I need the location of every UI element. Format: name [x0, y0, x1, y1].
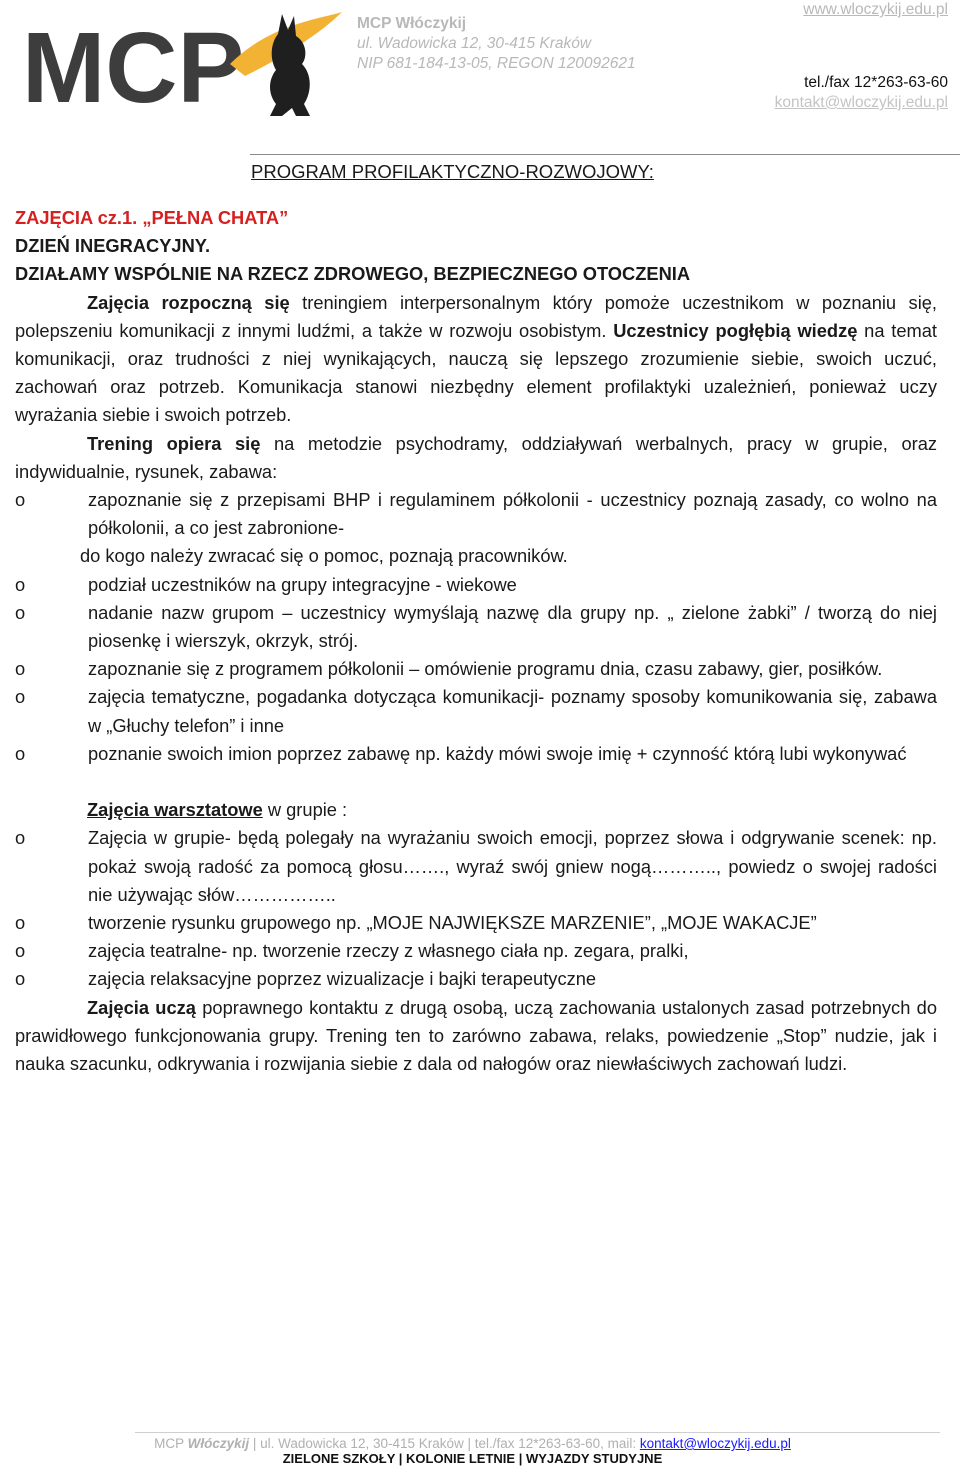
bullet-icon: o: [15, 742, 26, 764]
list-item-text: zajęcia tematyczne, pogadanka dotycząca komunikacji- poznamy sposoby komunikowania się, zabawa w „Głuchy telefon” i inne: [88, 686, 937, 736]
intro-paragraph: [15, 289, 937, 430]
day-title: DZIEŃ INEGRACYJNY.: [15, 235, 211, 257]
workshop-lead: Zajęcia warsztatowe: [87, 799, 263, 821]
bullet-icon: o: [15, 573, 26, 595]
header-address: ul. Wadowicka 12, 30-415 Kraków: [357, 35, 592, 52]
header-email-link[interactable]: kontakt@wloczykij.edu.pl: [774, 94, 948, 111]
footer-divider: [135, 1432, 940, 1433]
list-item-text: poznanie swoich imion poprzez zabawę np. każdy mówi swoje imię + czynność którą lubi wykonywać: [88, 742, 907, 764]
list-item-text: nadanie nazw grupom – uczestnicy wymyślają nazwę dla grupy np. „ zielone żabki” / tworzą do niej piosenkę i wierszyk, okrzyk, strój.: [88, 601, 937, 652]
list-item: [15, 599, 937, 655]
blank-line: [15, 768, 937, 796]
header-website-link[interactable]: www.wloczykij.edu.pl: [803, 1, 948, 18]
header-divider: [250, 154, 960, 155]
bullet-icon: o: [15, 912, 26, 934]
bullet-icon: o: [15, 968, 26, 990]
list-item-continuation-text: do kogo należy zwracać się o pomoc, poznają pracowników.: [80, 545, 568, 567]
header-phone: tel./fax 12*263-63-60: [804, 74, 948, 91]
list-item: [15, 683, 937, 739]
intro-text-2: na temat komunikacji, oraz trudności z niej wynikających, nauczą się lepszego zrozumienie siebie, swoich uczuć, zachowań oraz potrzeb. Komunikacja stanowi niezbędny element profilaktyki uzależnień, ponieważ uczy wyrażania siebie i swoich potrzeb.: [15, 319, 938, 426]
list-item-text: tworzenie rysunku grupowego np. „MOJE NAJWIĘKSZE MARZENIE”, „MOJE WAKACJE”: [88, 912, 817, 934]
list-item-text: zajęcia teatralne- np. tworzenie rzeczy z własnego ciała np. zegara, pralki,: [88, 940, 689, 962]
logo-text: MCP: [22, 12, 245, 124]
intro-text: treningiem interpersonalnym który pomoże uczestnikom w poznaniu się, polepszeniu komunikacji z innymi ludźmi, a także w rozwoju osobistym.: [15, 291, 938, 341]
footer-email-link[interactable]: kontakt@wloczykij.edu.pl: [639, 1436, 791, 1451]
list-item-text: zapoznanie się z przepisami BHP i regulaminem półkolonii - uczestnicy poznają zasady, co wolno na półkolonii, a co jest zabronione-: [88, 489, 937, 539]
workshop-heading: [15, 796, 937, 824]
list-item: [15, 486, 937, 542]
training-paragraph: [15, 430, 937, 486]
intro-lead: Zajęcia rozpoczną się: [87, 291, 290, 313]
list-item: [15, 655, 937, 683]
bullet-icon: o: [15, 686, 26, 708]
bullet-icon: o: [15, 658, 26, 680]
list-item-text: zapoznanie się z programem półkolonii – omówienie programu dnia, czasu zabawy, gier, posiłków.: [88, 658, 883, 680]
bullet-icon: o: [15, 940, 26, 962]
footer-org: MCP: [154, 1436, 184, 1451]
closing-paragraph: [15, 994, 937, 1079]
list-item: [15, 571, 937, 599]
footer-tagline: ZIELONE SZKOŁY | KOLONIE LETNIE | WYJAZDY STUDYJNE: [282, 1451, 663, 1466]
training-lead: Trening opiera się: [87, 432, 261, 454]
document-body: [15, 204, 937, 1078]
program-title: PROGRAM PROFILAKTYCZNO-ROZWOJOWY:: [251, 161, 654, 182]
list-item: [15, 965, 937, 993]
bullet-icon: o: [15, 489, 26, 511]
header-org-name: MCP Włóczykij: [357, 15, 467, 32]
footer-details: | ul. Wadowicka 12, 30-415 Kraków | tel./fax 12*263-63-60, mail:: [249, 1436, 640, 1451]
header-contact-block: [357, 14, 636, 74]
list-item-text: podział uczestników na grupy integracyjne - wiekowe: [88, 573, 517, 595]
list-item: [15, 909, 937, 937]
workshop-list: [15, 824, 937, 993]
closing-lead: Zajęcia uczą: [87, 996, 196, 1018]
header-right-block: [775, 0, 948, 113]
bullet-icon: o: [15, 601, 26, 623]
header-registry: NIP 681-184-13-05, REGON 120092621: [357, 55, 636, 72]
list-item: [15, 937, 937, 965]
activity-list: [15, 486, 937, 768]
class-title: ZAJĘCIA cz.1. „PEŁNA CHATA”: [15, 207, 289, 228]
training-text: na metodzie psychodramy, oddziaływań werbalnych, pracy w grupie, oraz indywidualnie, rysunek, zabawa:: [15, 432, 938, 482]
closing-text: poprawnego kontaktu z drugą osobą, uczą zachowania ustalonych zasad potrzebnych do prawidłowego funkcjonowania grupy. Trening ten to zarówno zabawa, relaks, powiedzenie „Stop” nudzie, jak i nauka szacunku, odkrywania i rozwijania siebie z dala od nałogów oraz niewłaściwych zachowań ludzi.: [15, 996, 937, 1075]
footer-contact-line: [0, 1435, 945, 1452]
workshop-text: w grupie :: [262, 799, 348, 821]
bullet-icon: o: [15, 827, 26, 849]
mcp-logo: [20, 4, 350, 124]
motto: DZIAŁAMY WSPÓLNIE NA RZECZ ZDROWEGO, BEZPIECZNEGO OTOCZENIA: [15, 263, 691, 285]
footer-org-name: Włóczykij: [187, 1436, 250, 1451]
intro-lead-2: Uczestnicy pogłębią wiedzę: [613, 319, 858, 341]
list-item: [15, 740, 937, 768]
list-item-text: Zajęcia w grupie- będą polegały na wyrażaniu swoich emocji, poprzez słowa i odgrywanie scenek: np. pokaż swoją radość za pomocą głosu……., wyraź swój gniew nogą……….., powiedz o swojej radości nie używając słów……………..: [88, 827, 937, 905]
list-item: [15, 824, 937, 909]
list-item-text: zajęcia relaksacyjne poprzez wizualizacje i bajki terapeutyczne: [88, 968, 597, 990]
list-item-continuation: [15, 542, 937, 570]
